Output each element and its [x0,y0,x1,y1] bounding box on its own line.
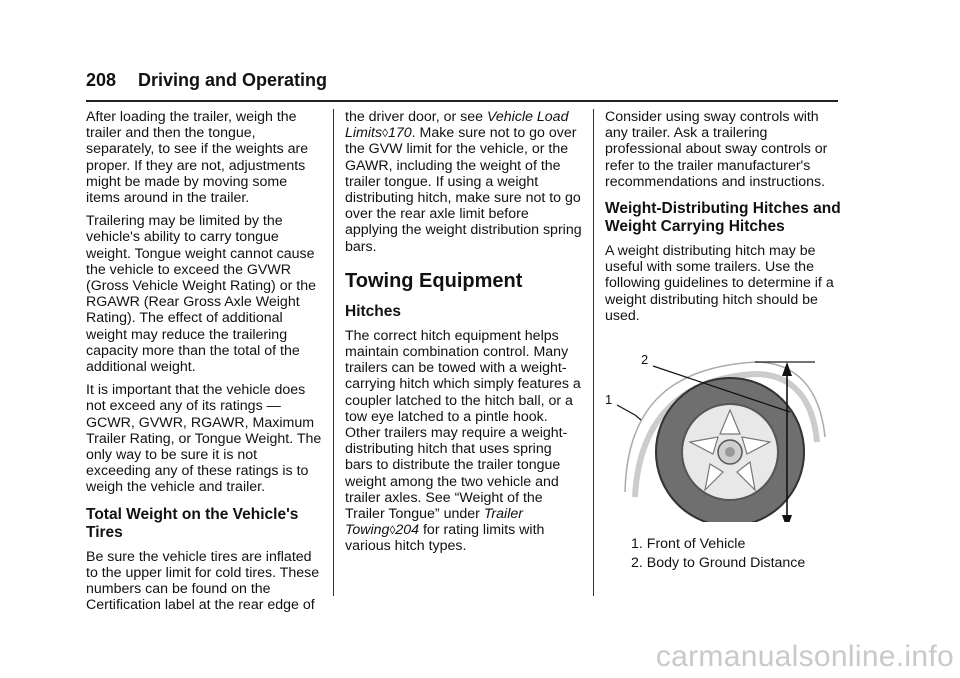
heading-hitches: Hitches [345,302,401,320]
figure-caption-list [631,536,841,572]
page-number: 208 [86,70,117,90]
paragraph: A weight distributing hitch may be useful with some trailers. Use the following guidelines to determine if a weight distributing hitch should be used. [605,243,834,324]
page-ref-icon: ◊ [382,126,388,141]
link-trailer-towing[interactable]: Trailer Towing [345,506,523,539]
paragraph [345,328,583,555]
header-rule [86,100,838,102]
paragraph: Be sure the vehicle tires are inflated to the upper limit for cold tires. These numbers can be found on the Certification label at the rear edge of [86,548,320,614]
page-ref-icon: ◊ [389,523,396,538]
section-title: Driving and Operating [138,70,328,90]
text-run: for rating limits with various hitch types. [345,522,545,555]
heading-total-weight: Total Weight on the Vehicle's Tires [86,505,299,541]
callout-1: 1 [605,392,613,408]
text-run: The correct hitch equipment helps maintain combination control. Many trailers can be towed with a weight-carrying hitch which simply features a coupler latched to the hitch ball, or a tow eye latched to a pintle hook. Other trailers may require a weight-distributing hitch that uses spring bars to distribute the trailer tongue weight among the two vehicle and trailer axles. See “Weight of the Trailer Tongue” under [345,327,581,523]
paragraph: Consider using sway controls with any trailer. Ask a trailering professional about sway controls or refer to the trailer manufacturer's recommendations and instructions. [605,109,828,190]
heading-towing-equipment: Towing Equipment [345,269,523,292]
watermark: carmanualsonline.info [655,640,954,673]
heading-weight-distributing-hitches: Weight-Distributing Hitches and Weight Carrying Hitches [605,200,841,236]
paragraph: It is important that the vehicle does not exceed any of its ratings — GCWR, GVWR, RGAWR, Maximum Trailer Rating, or Tongue Weight. The only way to be sure it is not exceeding any of these ratings is to weigh the vehicle and trailer. [86,382,322,496]
callout-2: 2 [641,352,649,368]
text-run: . Make sure not to go over the GVW limit for the vehicle, or the GAWR, including the weight of the trailer tongue. If using a weight distributing hitch, make sure not to go over the rear axle limit before applying the weight distribution spring bars. [345,125,582,255]
paragraph: Trailering may be limited by the vehicle's ability to carry tongue weight. Tongue weight cannot cause the vehicle to exceed the GVWR (Gross Vehicle Weight Rating) or the RGAWR (Rear Gross Axle Weight Rating). The effect of additional weight may reduce the trailering capacity more than the total of the additional weight. [86,213,316,376]
callout-leader-1 [617,405,635,415]
page-ref-number[interactable]: 170 [388,125,412,142]
page-ref-number[interactable]: 204 [395,522,420,539]
link-vehicle-load-limits[interactable]: Vehicle Load Limits [345,109,569,142]
column-divider [333,109,334,596]
text-run: the driver door, or see [345,109,487,125]
caption-item: 1. Front of Vehicle [631,536,746,553]
column-3 [605,109,841,574]
wheel-illustration [605,342,841,522]
column-2 [345,109,583,562]
tire-figure [605,342,841,522]
caption-item: 2. Body to Ground Distance [631,555,806,572]
paragraph [345,109,583,255]
column-divider [593,109,594,596]
page-header [86,70,838,100]
column-1 [86,109,324,620]
paragraph: After loading the trailer, weigh the trailer and then the tongue, separately, to see if the weights are proper. If they are not, adjustments might be made by moving some items around in the trailer. [86,109,309,207]
